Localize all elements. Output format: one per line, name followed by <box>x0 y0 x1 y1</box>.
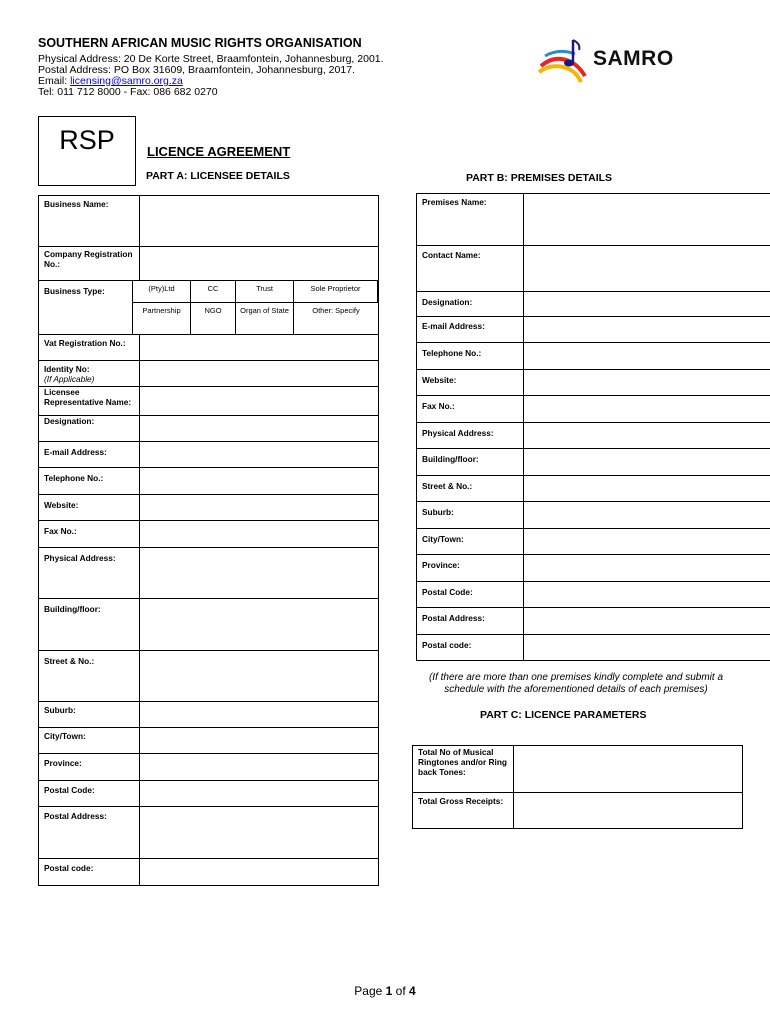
part-c-heading: PART C: LICENCE PARAMETERS <box>480 709 647 721</box>
label-b-building: Building/floor: <box>422 454 479 464</box>
organisation-name: SOUTHERN AFRICAN MUSIC RIGHTS ORGANISATION <box>38 36 362 50</box>
field-b-designation[interactable] <box>523 292 770 316</box>
row-b-building <box>417 449 770 476</box>
row-b-province <box>417 555 770 582</box>
field-building[interactable] <box>139 599 378 650</box>
field-b-postal-code[interactable] <box>523 582 770 607</box>
label-b-telephone: Telephone No.: <box>422 348 482 358</box>
option-other-specify[interactable]: Other: Specify <box>312 306 360 315</box>
option-partnership[interactable]: Partnership <box>133 303 191 334</box>
part-b-table <box>416 193 770 661</box>
row-b-suburb <box>417 502 770 529</box>
field-company-reg[interactable] <box>139 247 378 280</box>
label-postal-address: Postal Address: <box>44 811 107 821</box>
label-business-name: Business Name: <box>44 199 109 209</box>
option-sole-proprietor[interactable]: Sole Proprietor <box>294 281 378 303</box>
field-b-telephone[interactable] <box>523 343 770 369</box>
email-prefix: Email: <box>38 75 71 87</box>
form-code-box <box>38 116 136 186</box>
tel-fax-line: Tel: 011 712 8000 - Fax: 086 682 0270 <box>38 86 218 98</box>
field-identity[interactable] <box>139 361 378 386</box>
option-pty-ltd[interactable]: (Pty)Ltd <box>133 281 191 303</box>
row-licensee-rep <box>39 387 378 416</box>
field-postal-code[interactable] <box>139 781 378 806</box>
field-street[interactable] <box>139 651 378 701</box>
label-business-type: Business Type: <box>44 286 105 296</box>
field-licensee-rep[interactable] <box>139 387 378 415</box>
field-b-fax[interactable] <box>523 396 770 422</box>
label-b-email: E-mail Address: <box>422 321 485 331</box>
field-b-building[interactable] <box>523 449 770 475</box>
option-trust[interactable]: Trust <box>236 281 294 303</box>
field-b-postal-code-2[interactable] <box>523 635 770 660</box>
label-company-reg: Company Registration No.: <box>44 249 133 269</box>
field-b-postal-address[interactable] <box>523 608 770 634</box>
samro-logo-icon <box>535 36 595 86</box>
field-b-email[interactable] <box>523 317 770 342</box>
label-b-postal-address: Postal Address: <box>422 613 485 623</box>
field-b-province[interactable] <box>523 555 770 581</box>
label-b-physical: Physical Address: <box>422 428 494 438</box>
row-c-gross <box>413 793 742 829</box>
current-page: 1 <box>385 984 393 998</box>
row-email <box>39 442 378 468</box>
field-fax[interactable] <box>139 521 378 547</box>
label-postal-code: Postal Code: <box>44 785 95 795</box>
label-postal-code-2: Postal code: <box>44 863 94 873</box>
row-b-street <box>417 476 770 502</box>
label-fax: Fax No.: <box>44 526 77 536</box>
footer-prefix: Page <box>354 984 386 998</box>
label-licensee-rep: Licensee Representative Name: <box>44 387 132 407</box>
label-b-street: Street & No.: <box>422 481 473 491</box>
field-b-premises-name[interactable] <box>523 194 770 245</box>
row-b-contact-name <box>417 246 770 292</box>
row-b-fax <box>417 396 770 423</box>
premises-note: (If there are more than one premises kindly complete and submit a schedule with the aforementioned details of each premises) <box>428 672 724 695</box>
label-b-premises-name: Premises Name: <box>422 197 487 207</box>
row-b-postal-code-2 <box>417 635 770 661</box>
field-b-street[interactable] <box>523 476 770 501</box>
identity-label-text: Identity No: <box>44 364 90 374</box>
field-province[interactable] <box>139 754 378 780</box>
row-vat <box>39 335 378 361</box>
page-title: LICENCE AGREEMENT <box>147 144 291 159</box>
page-footer <box>0 984 770 998</box>
row-suburb <box>39 702 378 728</box>
logo-text: SAMRO <box>593 47 674 70</box>
part-c-table <box>412 745 743 829</box>
field-email[interactable] <box>139 442 378 467</box>
row-business-name <box>39 196 378 247</box>
label-province: Province: <box>44 758 82 768</box>
label-b-city: City/Town: <box>422 534 464 544</box>
physical-address-line: Physical Address: 20 De Korte Street, Braamfontein, Johannesburg, 2001. <box>38 53 384 65</box>
row-c-ringtones <box>413 746 742 793</box>
field-designation[interactable] <box>139 416 378 441</box>
samro-logo <box>535 36 705 86</box>
business-type-options <box>132 281 378 334</box>
label-b-contact-name: Contact Name: <box>422 250 481 260</box>
row-street <box>39 651 378 702</box>
total-pages: 4 <box>409 984 416 998</box>
option-organ-of-state[interactable]: Organ of State <box>236 303 294 334</box>
part-b-heading: PART B: PREMISES DETAILS <box>466 172 613 184</box>
field-postal-address[interactable] <box>139 807 378 858</box>
field-suburb[interactable] <box>139 702 378 727</box>
option-ngo[interactable]: NGO <box>191 303 236 334</box>
row-website <box>39 495 378 521</box>
field-physical[interactable] <box>139 548 378 598</box>
label-physical: Physical Address: <box>44 553 116 563</box>
footer-of: of <box>392 984 410 998</box>
field-vat[interactable] <box>139 335 378 360</box>
row-fax <box>39 521 378 548</box>
label-b-postal-code: Postal Code: <box>422 587 473 597</box>
label-b-suburb: Suburb: <box>422 507 454 517</box>
field-telephone[interactable] <box>139 468 378 494</box>
label-b-designation: Designation: <box>422 297 473 307</box>
row-business-type <box>39 281 378 335</box>
row-physical <box>39 548 378 599</box>
label-b-fax: Fax No.: <box>422 401 455 411</box>
label-b-website: Website: <box>422 375 457 385</box>
row-designation <box>39 416 378 442</box>
row-postal-address <box>39 807 378 859</box>
row-b-premises-name <box>417 194 770 246</box>
label-vat: Vat Registration No.: <box>44 338 126 348</box>
row-postal-code-2 <box>39 859 378 886</box>
row-b-email <box>417 317 770 343</box>
row-b-physical <box>417 423 770 449</box>
row-building <box>39 599 378 651</box>
label-b-postal-code-2: Postal code: <box>422 640 472 650</box>
identity-note: (If Applicable) <box>44 374 95 384</box>
row-identity <box>39 361 378 387</box>
row-b-telephone <box>417 343 770 370</box>
row-b-postal-address <box>417 608 770 635</box>
label-email: E-mail Address: <box>44 447 107 457</box>
field-b-city[interactable] <box>523 529 770 554</box>
form-code: RSP <box>59 125 115 155</box>
row-city <box>39 728 378 754</box>
row-postal-code <box>39 781 378 807</box>
field-c-ringtones[interactable] <box>513 746 742 792</box>
row-province <box>39 754 378 781</box>
field-city[interactable] <box>139 728 378 753</box>
label-suburb: Suburb: <box>44 705 76 715</box>
row-b-city <box>417 529 770 555</box>
row-b-postal-code <box>417 582 770 608</box>
label-website: Website: <box>44 500 79 510</box>
label-telephone: Telephone No.: <box>44 473 104 483</box>
field-business-name[interactable] <box>139 196 378 246</box>
label-designation: Designation: <box>44 416 95 426</box>
row-telephone <box>39 468 378 495</box>
row-company-reg <box>39 247 378 281</box>
postal-address-line: Postal Address: PO Box 31609, Braamfontein, Johannesburg, 2017. <box>38 64 355 76</box>
label-c-gross: Total Gross Receipts: <box>418 796 504 806</box>
label-identity <box>39 361 139 386</box>
label-street: Street & No.: <box>44 656 95 666</box>
row-b-designation <box>417 292 770 317</box>
part-a-table <box>38 195 379 886</box>
field-c-gross[interactable] <box>513 793 742 828</box>
label-building: Building/floor: <box>44 604 101 614</box>
field-b-contact-name[interactable] <box>523 246 770 291</box>
label-b-province: Province: <box>422 560 460 570</box>
field-b-suburb[interactable] <box>523 502 770 528</box>
field-postal-code-2[interactable] <box>139 859 378 885</box>
row-b-website <box>417 370 770 396</box>
field-website[interactable] <box>139 495 378 520</box>
label-city: City/Town: <box>44 731 86 741</box>
field-b-physical[interactable] <box>523 423 770 448</box>
option-cc[interactable]: CC <box>191 281 236 303</box>
email-link[interactable]: licensing@samro.org.za <box>70 75 183 87</box>
field-b-website[interactable] <box>523 370 770 395</box>
label-c-ringtones: Total No of Musical Ringtones and/or Ring back Tones: <box>418 747 507 777</box>
part-a-heading: PART A: LICENSEE DETAILS <box>146 170 290 182</box>
